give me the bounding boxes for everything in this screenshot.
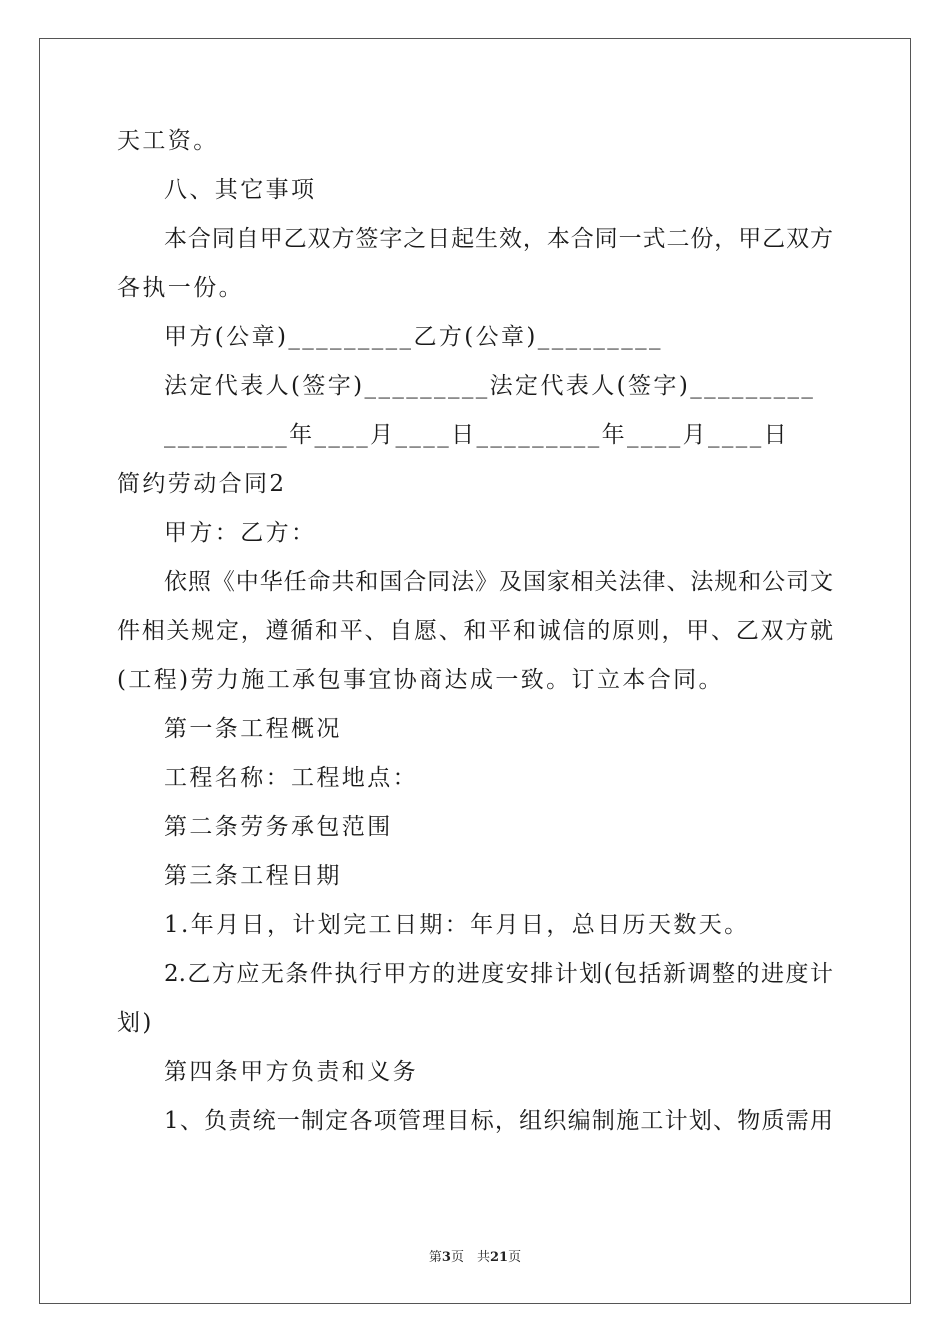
parties-line: 甲方：乙方： [164,520,317,546]
footer-prefix: 第 [428,1250,442,1265]
contract-title: 简约劳动合同2 [117,471,287,497]
text-line: 天工资。 [117,128,219,154]
text-line: 依照《中华任命共和国合同法》及国家相关法律、法规和公司文 [164,569,833,595]
article-heading: 第四条甲方负责和义务 [164,1059,418,1085]
text-line: 划) [117,1010,154,1036]
signature-line-seal: 甲方(公章)_________乙方(公章)_________ [164,324,663,350]
text-line: (工程)劳力施工承包事宜协商达成一致。订立本合同。 [117,667,724,693]
signature-line-representative: 法定代表人(签字)_________法定代表人(签字)_________ [164,373,816,399]
signature-line-date: _________年____月____日_________年____月____日 [164,422,789,448]
text-line: 件相关规定，遵循和平、自愿、和平和诚信的原则，甲、乙双方就 [117,618,833,644]
text-line: 1.年月日，计划完工日期：年月日，总日历天数天。 [164,912,750,938]
text-line: 工程名称：工程地点： [164,765,418,791]
text-line: 各执一份。 [117,275,244,301]
page-footer [0,1246,950,1265]
section-heading: 八、其它事项 [164,177,317,203]
footer-suffix: 页 [508,1250,522,1265]
text-line: 1、负责统一制定各项管理目标，组织编制施工计划、物质需用 [164,1108,833,1134]
article-heading: 第一条工程概况 [164,716,342,742]
article-heading: 第二条劳务承包范围 [164,814,393,840]
text-line: 2.乙方应无条件执行甲方的进度安排计划(包括新调整的进度计 [164,961,833,987]
text-line: 本合同自甲乙双方签字之日起生效，本合同一式二份，甲乙双方 [164,226,833,252]
article-heading: 第三条工程日期 [164,863,342,889]
current-page-number: 3 [441,1250,451,1265]
total-page-count: 21 [489,1250,509,1265]
footer-middle: 页 共 [450,1250,490,1265]
